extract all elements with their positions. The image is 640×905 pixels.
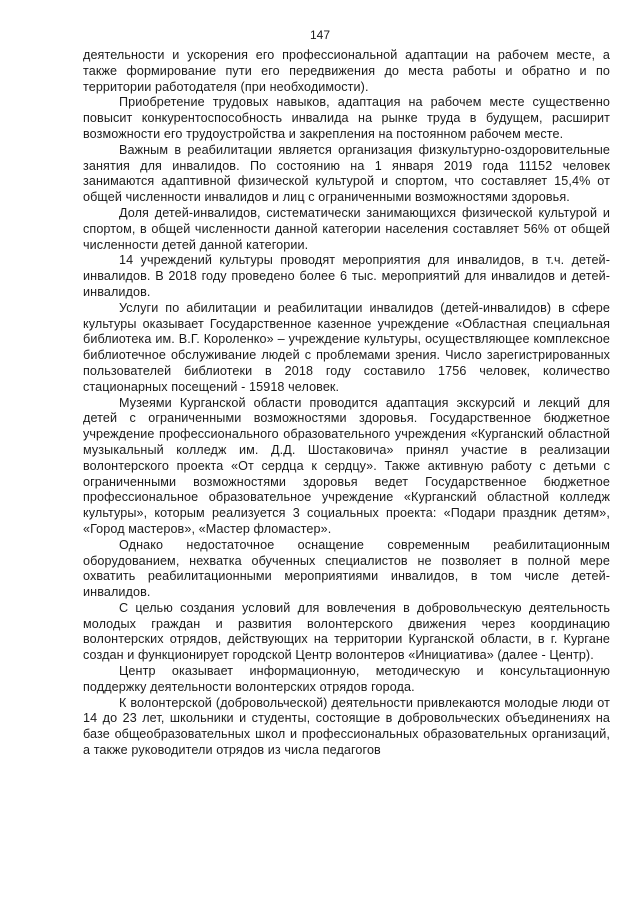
paragraph: К волонтерской (добровольческой) деятельности привлекаются молодые люди от 14 до 23 лет, школьники и студенты, состоящие в добровольческих объединениях на базе общеобразовательных школ и профессиональных образовательных организаций, а также руководители отрядов из числа педагогов — [83, 695, 610, 758]
paragraph: Музеями Курганской области проводится адаптация экскурсий и лекций для детей с ограниченными возможностями здоровья. Государственное бюджетное учреждение профессионального образовательного учреждения «Курганский областной музыкальный колледж им. Д.Д. Шостаковича» принял участие в реализации волонтерского проекта «От сердца к сердцу». Также активную работу с детьми с ограниченными возможностями здоровья ведет Государственное бюджетное профессиональное образовательное учреждение «Курганский областной колледж культуры», которым реализуется 3 социальных проекта: «Подари праздник детям», «Город мастеров», «Мастер фломастер». — [83, 395, 610, 536]
paragraph: Однако недостаточное оснащение современным реабилитационным оборудованием, нехватка обученных специалистов не позволяет в полной мере охватить реабилитационными мероприятиями инвалидов, в том числе детей-инвалидов. — [83, 537, 610, 600]
paragraph: С целью создания условий для вовлечения в добровольческую деятельность молодых граждан и развития волонтерского движения через координацию волонтерских отрядов, действующих на территории Курганской области, в г. Кургане создан и функционирует городской Центр волонтеров «Инициатива» (далее - Центр). — [83, 600, 610, 663]
paragraph-continued: деятельности и ускорения его профессиональной адаптации на рабочем месте, а также формирование пути его передвижения до места работы и обратно и по территории работодателя (при необходимости). — [83, 48, 610, 94]
paragraph: 14 учреждений культуры проводят мероприятия для инвалидов, в т.ч. детей-инвалидов. В 2018 году проведено более 6 тыс. мероприятий для инвалидов и детей-инвалидов. — [83, 253, 610, 299]
paragraph: Услуги по абилитации и реабилитации инвалидов (детей-инвалидов) в сфере культуры оказывает Государственное казенное учреждение «Областная специальная библиотека им. В.Г. Короленко» – учреждение культуры, осуществляющее комплексное библиотечное обслуживание людей с проблемами зрения. Число зарегистрированных пользователей библиотеки в 2018 году составило 1756 человек, количество стационарных посещений - 15918 человек. — [83, 300, 610, 394]
document-body — [83, 48, 610, 759]
paragraph: Приобретение трудовых навыков, адаптация на рабочем месте существенно повысит конкурентоспособность инвалида на рынке труда в будущем, расширит возможности его трудоустройства и закрепления на постоянном рабочем месте. — [83, 95, 610, 141]
paragraph: Центр оказывает информационную, методическую и консультационную поддержку деятельности волонтерских отрядов города. — [83, 664, 610, 694]
paragraph: Доля детей-инвалидов, систематически занимающихся физической культурой и спортом, в общей численности данной категории населения составляет 56% от общей численности детей данной категории. — [83, 205, 610, 252]
page-number: 147 — [309, 28, 331, 42]
paragraph: Важным в реабилитации является организация физкультурно-оздоровительные занятия для инвалидов. По состоянию на 1 января 2019 года 11152 человек занимаются адаптивной физической культурой и спортом, что составляет 15,4% от общей численности инвалидов и лиц с ограниченными возможностями здоровья. — [83, 142, 610, 205]
